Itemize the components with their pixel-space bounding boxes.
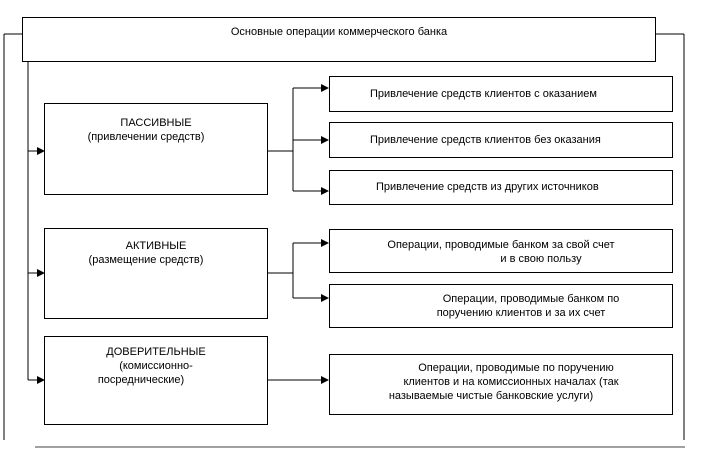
operation-line: клиентов и на комиссионных началах (так xyxy=(403,376,619,388)
category-passive-name: ПАССИВНЫЕ xyxy=(120,117,192,129)
category-active-subtitle: (размещение средств) xyxy=(88,254,204,266)
operation-line: и в свою пользу xyxy=(500,253,582,265)
bottom-rule xyxy=(35,446,685,448)
operation-line: называемые чистые банковские услуги) xyxy=(388,390,594,402)
category-trust-name: ДОВЕРИТЕЛЬНЫЕ xyxy=(106,346,206,358)
category-passive-box xyxy=(44,103,268,195)
operation-active-1 xyxy=(329,229,673,273)
category-active-box xyxy=(44,228,268,319)
category-passive-subtitle: (привлечении средств) xyxy=(87,131,205,143)
operation-line: Операции, проводимые банком за свой счет xyxy=(387,239,615,251)
category-trust-subtitle2: посреднические) xyxy=(97,374,185,386)
operation-line: Операции, проводимые по поручению xyxy=(418,362,614,374)
category-active-name: АКТИВНЫЕ xyxy=(125,240,187,252)
operation-active-2 xyxy=(329,284,673,328)
category-trust-subtitle: (комиссионно- xyxy=(119,360,193,372)
operation-text: Привлечение средств клиентов с оказанием xyxy=(370,88,597,100)
title-box xyxy=(22,17,656,62)
category-trust-box xyxy=(44,336,268,425)
operation-trust-1 xyxy=(329,354,673,415)
operation-passive-1 xyxy=(329,76,673,112)
operation-passive-3 xyxy=(329,170,673,205)
operation-passive-2 xyxy=(329,122,673,158)
operation-text: Привлечение средств клиентов без оказания xyxy=(370,134,601,146)
operation-line: Операции, проводимые банком по xyxy=(442,293,620,305)
title-text: Основные операции коммерческого банка xyxy=(230,26,448,38)
operation-text: Привлечение средств из других источников xyxy=(376,181,599,193)
operation-line: поручению клиентов и за их счет xyxy=(436,307,606,319)
